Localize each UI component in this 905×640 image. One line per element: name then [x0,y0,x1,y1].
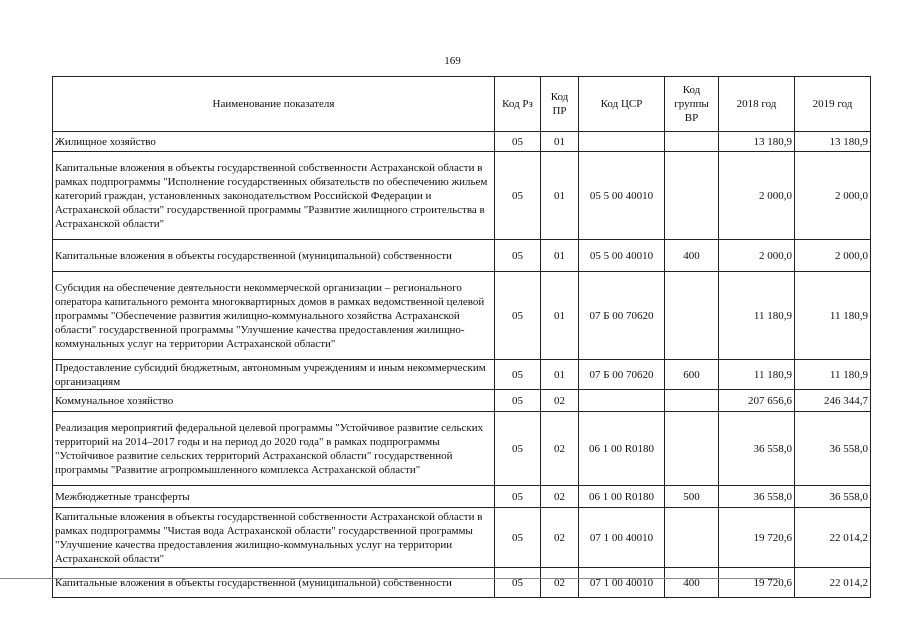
row-2018: 2 000,0 [719,152,795,240]
row-csr: 07 Б 00 70620 [579,360,665,390]
row-pr: 02 [541,508,579,568]
header-pr: Код ПР [541,77,579,132]
row-name: Межбюджетные трансферты [53,486,495,508]
row-2018: 207 656,6 [719,390,795,412]
table-header [53,77,871,132]
row-csr: 06 1 00 R0180 [579,412,665,486]
row-2019: 11 180,9 [795,360,871,390]
row-name: Капитальные вложения в объекты государственной собственности Астраханской области в рамках подпрограммы "Чистая вода Астраханской области" государственной программы "Улучшение качества предоставления жилищно-коммунальных услуг на территории Астраханской области" [53,508,495,568]
row-vr: 400 [665,240,719,272]
row-pr: 02 [541,390,579,412]
row-vr: 400 [665,568,719,598]
row-csr [579,390,665,412]
row-2018: 36 558,0 [719,412,795,486]
row-vr: 500 [665,486,719,508]
row-2018: 19 720,6 [719,508,795,568]
row-vr [665,152,719,240]
row-vr [665,132,719,152]
row-vr [665,412,719,486]
row-pr: 01 [541,272,579,360]
header-2019: 2019 год [795,77,871,132]
row-name: Коммунальное хозяйство [53,390,495,412]
row-2019: 11 180,9 [795,272,871,360]
row-rz: 05 [495,390,541,412]
header-row [53,77,871,132]
header-name: Наименование показателя [53,77,495,132]
row-vr [665,390,719,412]
page-number: 169 [444,55,461,67]
row-csr: 06 1 00 R0180 [579,486,665,508]
row-2019: 36 558,0 [795,412,871,486]
table-row [53,360,871,390]
row-rz: 05 [495,360,541,390]
row-2019: 246 344,7 [795,390,871,412]
row-rz: 05 [495,272,541,360]
row-pr: 02 [541,412,579,486]
row-2019: 2 000,0 [795,152,871,240]
header-csr: Код ЦСР [579,77,665,132]
row-rz: 05 [495,568,541,598]
table-row [53,390,871,412]
row-csr [579,132,665,152]
budget-table [52,76,871,598]
row-name: Капитальные вложения в объекты государственной (муниципальной) собственности [53,240,495,272]
row-rz: 05 [495,486,541,508]
row-pr: 01 [541,360,579,390]
row-rz: 05 [495,508,541,568]
row-2018: 11 180,9 [719,272,795,360]
row-csr: 07 1 00 40010 [579,568,665,598]
table-row [53,272,871,360]
header-rz: Код Рз [495,77,541,132]
table-row [53,508,871,568]
row-vr [665,508,719,568]
table-row [53,240,871,272]
row-csr: 05 5 00 40010 [579,152,665,240]
scan-line-divider [0,578,780,579]
row-csr: 07 Б 00 70620 [579,272,665,360]
row-2018: 2 000,0 [719,240,795,272]
table-row [53,412,871,486]
row-vr [665,272,719,360]
row-rz: 05 [495,240,541,272]
table-row [53,486,871,508]
row-2019: 36 558,0 [795,486,871,508]
table-body [53,132,871,598]
row-pr: 01 [541,240,579,272]
row-2019: 22 014,2 [795,568,871,598]
row-name: Капитальные вложения в объекты государственной собственности Астраханской области в рамках подпрограммы "Исполнение государственных обязательств по обеспечению жильем категорий граждан, установленных законодательством Российской Федерации и Астраханской области" государственной программы "Развитие жилищного строительства в Астраханской области" [53,152,495,240]
row-name: Жилищное хозяйство [53,132,495,152]
row-rz: 05 [495,152,541,240]
row-name: Реализация мероприятий федеральной целевой программы "Устойчивое развитие сельских территорий на 2014–2017 годы и на период до 2020 года" в рамках подпрограммы "Устойчивое развитие сельских территорий Астраханской области" государственной программы "Развитие агропромышленного комплекса Астраханской области" [53,412,495,486]
row-rz: 05 [495,412,541,486]
row-2018: 11 180,9 [719,360,795,390]
header-vr: Код группы ВР [665,77,719,132]
row-pr: 01 [541,152,579,240]
table-row [53,568,871,598]
row-2018: 36 558,0 [719,486,795,508]
row-2018: 19 720,6 [719,568,795,598]
row-vr: 600 [665,360,719,390]
row-2019: 13 180,9 [795,132,871,152]
row-name: Капитальные вложения в объекты государственной (муниципальной) собственности [53,568,495,598]
table-row [53,152,871,240]
row-2019: 2 000,0 [795,240,871,272]
row-name: Предоставление субсидий бюджетным, автономным учреждениям и иным некоммерческим организациям [53,360,495,390]
table-row [53,132,871,152]
row-2019: 22 014,2 [795,508,871,568]
row-pr: 01 [541,132,579,152]
row-csr: 05 5 00 40010 [579,240,665,272]
row-csr: 07 1 00 40010 [579,508,665,568]
row-rz: 05 [495,132,541,152]
row-name: Субсидия на обеспечение деятельности некоммерческой организации – регионального оператора капитального ремонта многоквартирных домов в рамках ведомственной целевой программы "Обеспечение развития жилищно-коммунального хозяйства Астраханской области" государственной программы "Улучшение качества предоставления жилищно-коммунальных услуг на территории Астраханской области" [53,272,495,360]
row-pr: 02 [541,486,579,508]
row-2018: 13 180,9 [719,132,795,152]
row-pr: 02 [541,568,579,598]
header-2018: 2018 год [719,77,795,132]
